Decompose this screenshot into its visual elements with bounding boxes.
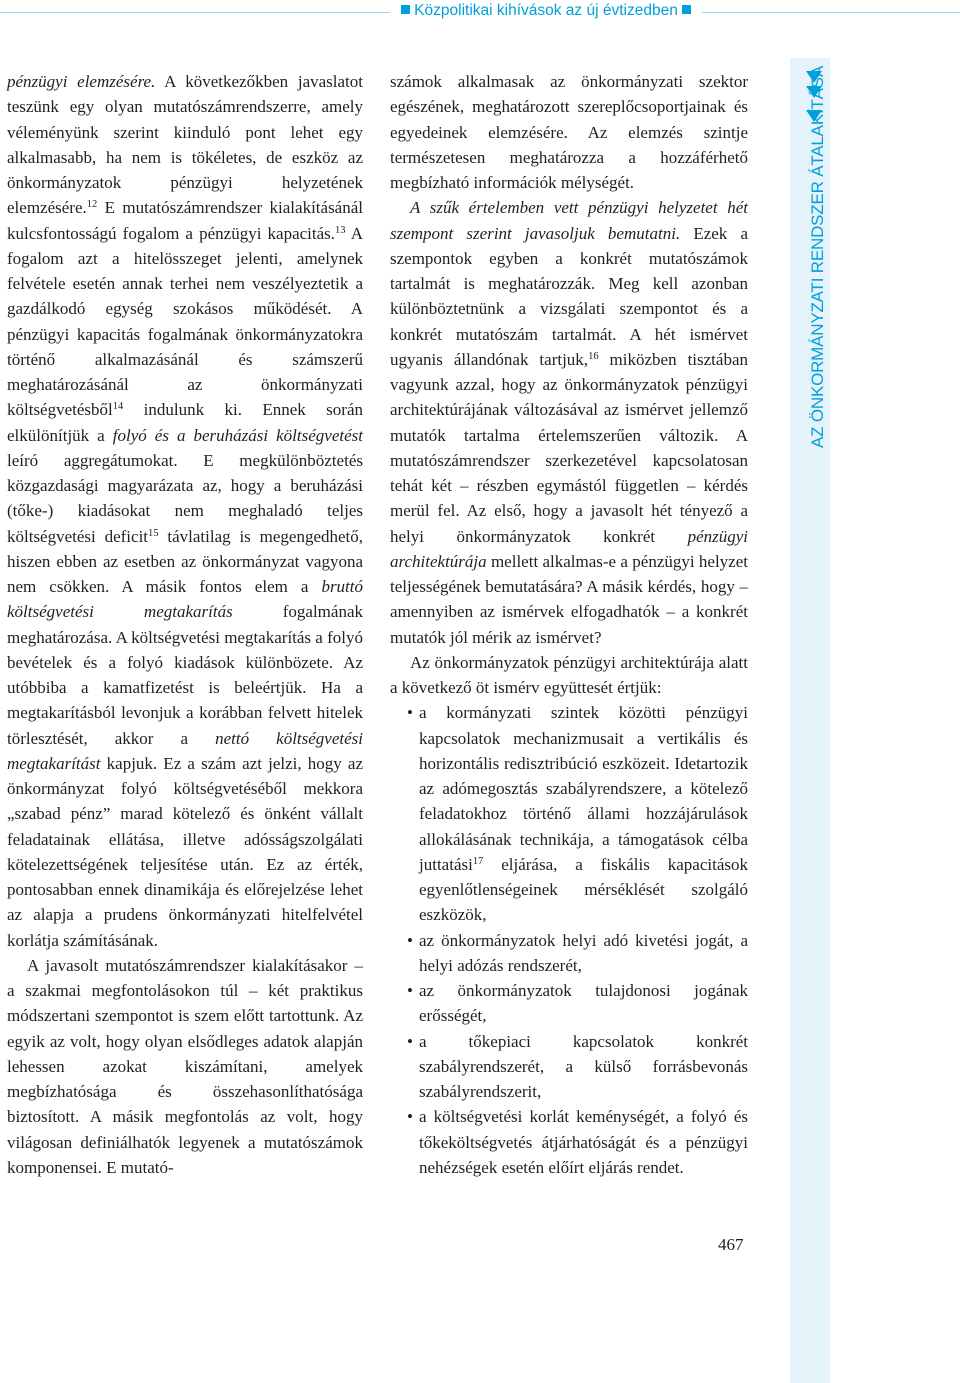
page-number: 467 — [718, 1235, 744, 1254]
running-header — [0, 0, 960, 28]
right-column — [390, 69, 748, 1180]
text-run: a kormányzati szintek közötti pénzügyi kapcsolatok mechanizmusait a vertikális és horizontális redisztribúció eszközeit. Idetartozik az adómegosztás szabályrendszere, a kötelező feladatokhoz történő állami hozzájárulások allokálásának technikája, a támogatások célba juttatási — [419, 703, 748, 874]
text-run: fogalmának meghatározása. A költségvetési megtakarítás a folyó bevételek és a folyó kiadások különbözete. Az utóbbiba a kamatfizetést is beleértjük. Ha a megtakarításból levonjuk a korábban felvett hitelek törlesztését, akkor a — [7, 602, 363, 748]
list-item — [390, 978, 748, 1029]
italic-text: A szűk értelemben vett pénzügyi helyzetet hét szempont szerint javasoljuk bemutatni. — [390, 198, 748, 243]
italic-text: bruttó költségvetési megtakarítás — [7, 577, 363, 622]
text-run: távlatilag is megengedhető, hiszen ebben az esetben az önkormányzat vagyona nem csökken. A másik fontos elem a — [7, 526, 364, 596]
bullet-icon: • — [407, 703, 413, 723]
paragraph — [390, 195, 748, 650]
footnote-ref: 17 — [472, 855, 484, 867]
text-run: leíró aggregátumokat. E megkülönböztetés közgazdasági magyarázata az, hogy a beruházási (tőke-) kiadásokat nem meghaladó teljes költségvetési deficit — [7, 450, 363, 546]
italic-text: pénzügyi architektúrája — [390, 526, 748, 571]
list-item — [390, 928, 748, 979]
list-item — [390, 1029, 748, 1105]
text-run: E mutatószámrendszer kialakításánál kulcsfontosságú fogalom a pénzügyi kapacitás. — [7, 198, 363, 243]
paragraph: számok alkalmasak az önkormányzati szektor egészének, meghatározott szereplőcsoportjainak és egyedeinek elemzésére. Az elemzés szintje természetesen meghatározza a hozzáférhető megbízható információk mélységét. — [390, 72, 748, 192]
square-bullet-icon — [401, 5, 410, 14]
italic-text: folyó és a beruházási költségvetést — [112, 425, 363, 445]
list-item — [390, 700, 748, 927]
italic-text: nettó költségvetési megtakarítást — [7, 728, 363, 773]
paragraph: A javasolt mutatószámrendszer kialakításakor – a szakmai megfontolásokon túl – két praktikus módszertani szempontot is szem előtt tartottunk. Az egyik az volt, hogy olyan elsődleges adatok alapján lehessen azokat kiszámítani, amelyek megbízhatósága és összehasonlíthatósága biztosított. A másik megfontolás az volt, hogy világosan definiálhatók legyenek a mutatószámok komponensei. E mutató- — [7, 955, 363, 1177]
square-bullet-icon — [682, 5, 691, 14]
list-item — [390, 1104, 748, 1180]
text-run: miközben tisztában vagyunk azzal, hogy az önkormányzatok pénzügyi architektúrájának változásával az ismérvet jellemző mutatók tartalma értelemszerűen változik. A mutatószámrendszer szerkezetével kapcsolatosan tehát két – részben egymástól független – kérdés merül fel. Az első, hogy a javasolt hét tényező a helyi önkormányzatok konkrét — [390, 349, 748, 546]
header-rule-left — [0, 12, 390, 13]
left-column — [7, 69, 363, 1180]
header-rule-right — [702, 12, 960, 13]
footnote-ref: 15 — [148, 527, 159, 539]
text-run: a tőkepiaci kapcsolatok konkrét szabályrendszerét, a külső forrásbevonás szabályrendszerit, — [419, 1031, 748, 1101]
paragraph: Az önkormányzatok pénzügyi architektúrája alatt a következő öt ismérv együttesét értjük: — [390, 652, 748, 697]
sidebar-section-title: AZ ÖNKORMÁNYZATI RENDSZER ÁTALAKÍTÁSA — [808, 65, 827, 448]
text-run: A következőkben javaslatot teszünk egy olyan mutatószámrendszerre, amely véleményünk szerint kiinduló pont lehet egy alkalmasabb, ha nem is tökéletes, de eszköz az önkormányzatok pénzügyi helyzetének elemzésére. — [7, 72, 364, 218]
text-run: a költségvetési korlát keménységét, a folyó és tőkeköltségvetés átjárhatóságát és a pénzügyi nehézségek esetén előírt eljárás rendet. — [419, 1107, 748, 1177]
bullet-icon: • — [407, 1031, 413, 1051]
footnote-ref: 16 — [588, 350, 599, 362]
footnote-ref: 13 — [335, 224, 346, 236]
footnote-ref: 12 — [86, 199, 98, 211]
italic-text: pénzügyi elemzésére. — [7, 72, 156, 91]
bullet-list — [390, 700, 748, 1180]
header-title: Közpolitikai kihívások az új évtizedben — [414, 2, 678, 19]
text-run: az önkormányzatok helyi adó kivetési jogát, a helyi adózás rendszerét, — [419, 930, 748, 975]
bullet-icon: • — [407, 981, 413, 1000]
footnote-ref: 14 — [112, 401, 124, 413]
bullet-icon: • — [407, 930, 413, 950]
header-title-block — [392, 2, 700, 20]
bullet-icon: • — [407, 1107, 413, 1127]
text-run: az önkormányzatok tulajdonosi jogának erősségét, — [419, 981, 748, 1026]
text-run: kapjuk. Ez a szám azt jelzi, hogy az önkormányzat folyó költségvetéséből mekkora „szabad pénz” marad kötelező és önként vállalt feladatainak ellátása, illetve adósságszolgálati kötelezettségének teljesítése után. Ez az érték, pontosabban ennek dinamikája és előrejelzése lehet az alapja a prudens önkormányzati hitelfelvétel korlátja számításának. — [7, 753, 363, 950]
text-run: mellett alkalmas-e a pénzügyi helyzet teljességének bemutatására? A másik kérdés, hogy – amennyiben az ismérvek elfogadhatók – a konkrét mutatók jól mérik az ismérvet? — [390, 551, 748, 647]
paragraph — [7, 69, 363, 953]
text-run: indulunk ki. Ennek során elkülönítjük a — [7, 400, 363, 445]
text-run: A fogalom azt a hitelösszeget jelenti, amelynek felvétele esetén annak terhei nem veszélyeztetik a gazdálkodó egység szokásos működését. A pénzügyi kapacitás fogalmának önkormányzatokra történő alkalmazásánál és számszerű meghatározásánál az önkormányzati költségvetésből — [7, 223, 363, 420]
text-run: eljárása, a fiskális kapacitások egyenlőtlenségeinek mérséklését szolgáló eszközök, — [419, 854, 748, 925]
text-run: Ezek a szempontok egyben a konkrét mutatószámok tartalmát is meghatározzák. Meg kell azonban különböztetnünk a vizsgálati szempontot és a konkrét mutatószám tartalmát. A hét ismérvet ugyanis állandónak tartjuk, — [390, 223, 749, 369]
